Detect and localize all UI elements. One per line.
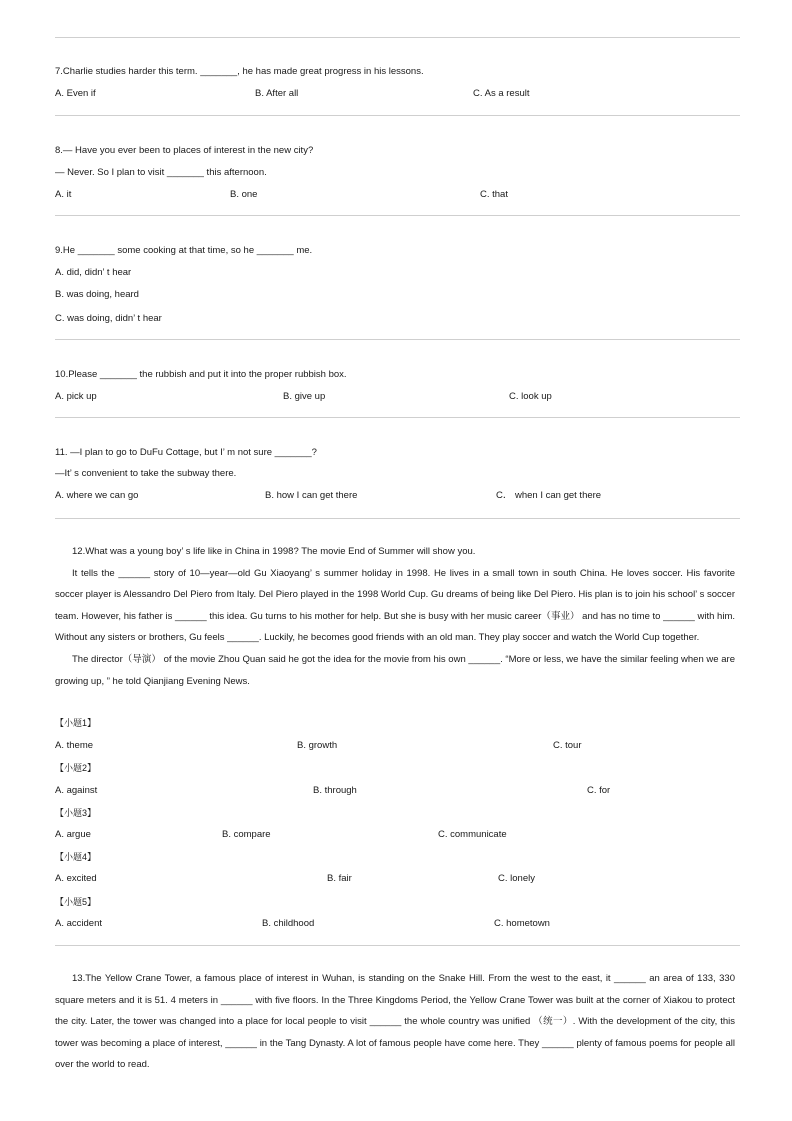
divider	[55, 945, 740, 946]
question-8-stem: 8.— Have you ever been to places of interest in the new city?	[55, 145, 314, 156]
divider	[55, 115, 740, 116]
question-9-option-c[interactable]: C. was doing, didn’ t hear	[55, 313, 162, 324]
sub-question-5-option-a[interactable]: A. accident	[55, 918, 102, 929]
passage-paragraph	[55, 563, 735, 649]
sub-question-4-option-c[interactable]: C. lonely	[498, 873, 535, 884]
sub-question-4-label: 【小题4】	[55, 852, 97, 862]
passage-paragraph	[55, 541, 735, 563]
question-12-passage	[55, 541, 735, 692]
question-7-option-b[interactable]: B. After all	[255, 88, 299, 99]
sub-question-3-option-a[interactable]: A. argue	[55, 829, 91, 840]
passage-body: It tells the ______ story of 10—year—old Gu Xiaoyang’ s summer holiday in 1998. He lives in a small town in south China. He loves soccer. His favorite soccer player is Alessandro Del Piero from Italy. Del Piero played in the 1998 World Cup. Gu dreams of being like Del Piero. His plan is to join his school’ s soccer team. However, his father is ______ this idea. Gu turns to his mother for help. But she is busy with her music career（事业） and has no time to ______ with him. Without any sisters or brothers, Gu feels ______. Luckily, he becomes good friends with an old man. They play soccer and watch the World Cup together.	[55, 567, 735, 644]
sub-question-4-option-b[interactable]: B. fair	[327, 873, 352, 884]
question-7-option-a[interactable]: A. Even if	[55, 88, 96, 99]
sub-question-2-label: 【小题2】	[55, 763, 97, 773]
question-13-passage	[55, 968, 735, 1076]
sub-question-5-option-b[interactable]: B. childhood	[262, 918, 315, 929]
question-11-option-c[interactable]: C． when I can get there	[496, 490, 602, 501]
sub-question-3-option-c[interactable]: C. communicate	[438, 829, 507, 840]
question-10-option-a[interactable]: A. pick up	[55, 391, 97, 402]
sub-question-4-option-a[interactable]: A. excited	[55, 873, 97, 884]
sub-question-2-option-b[interactable]: B. through	[313, 785, 357, 796]
question-8-option-c[interactable]: C. that	[480, 189, 508, 200]
divider	[55, 339, 740, 340]
sub-question-5-label: 【小题5】	[55, 897, 97, 907]
passage-paragraph	[55, 649, 735, 692]
question-8-option-b[interactable]: B. one	[230, 189, 258, 200]
question-9-stem: 9.He _______ some cooking at that time, so he _______ me.	[55, 245, 313, 256]
sub-question-3-label: 【小题3】	[55, 808, 97, 818]
question-11-stem: 11. —I plan to go to DuFu Cottage, but I’ m not sure _______?	[55, 447, 317, 458]
divider	[55, 518, 740, 519]
divider	[55, 417, 740, 418]
passage-closing: The director（导演） of the movie Zhou Quan said he got the idea for the movie from his own ______. “More or less, we have the similar feeling when we are growing up, ” he told Qianjiang Evening News.	[55, 653, 735, 687]
sub-question-3-option-b[interactable]: B. compare	[222, 829, 271, 840]
sub-question-2-option-c[interactable]: C. for	[587, 785, 611, 796]
question-13-text: 13.The Yellow Crane Tower, a famous place of interest in Wuhan, is standing on the Snake Hill. From the west to the east, it ______ an area of 133, 330 square meters and it is 51. 4 meters in ______ with five floors. In the Three Kingdoms Period, the Yellow Crane Tower was built at the corner of Xiakou to protect the city. Later, the tower was changed into a place for local people to visit ______ the whole country was unified （统一）. With the development of the city, this tower was becoming a place of interest, ______ in the Tang Dynasty. A lot of famous people have come here. They ______ plenty of famous poems for people all over the world to read.	[55, 973, 735, 1071]
sub-question-1-option-b[interactable]: B. growth	[297, 740, 338, 751]
sub-question-1-option-a[interactable]: A. theme	[55, 740, 94, 751]
sub-question-2-option-a[interactable]: A. against	[55, 785, 98, 796]
question-8-option-a[interactable]: A. it	[55, 189, 72, 200]
question-7-stem: 7.Charlie studies harder this term. _______, he has made great progress in his lessons.	[55, 66, 424, 77]
question-11-reply: —It’ s convenient to take the subway there.	[55, 468, 237, 479]
question-11-option-b[interactable]: B. how I can get there	[265, 490, 358, 501]
question-7-option-c[interactable]: C. As a result	[473, 88, 530, 99]
question-10-option-b[interactable]: B. give up	[283, 391, 326, 402]
question-11-option-a[interactable]: A. where we can go	[55, 490, 139, 501]
question-10-option-c[interactable]: C. look up	[509, 391, 552, 402]
question-10-stem: 10.Please _______ the rubbish and put it into the proper rubbish box.	[55, 369, 347, 380]
question-8-reply: — Never. So I plan to visit _______ this afternoon.	[55, 167, 267, 178]
question-9-option-a[interactable]: A. did, didn’ t hear	[55, 267, 132, 278]
passage-intro: 12.What was a young boy’ s life like in China in 1998? The movie End of Summer will show you.	[72, 546, 476, 557]
sub-question-1-label: 【小题1】	[55, 718, 97, 728]
sub-question-1-option-c[interactable]: C. tour	[553, 740, 582, 751]
question-9-option-b[interactable]: B. was doing, heard	[55, 289, 139, 300]
sub-question-5-option-c[interactable]: C. hometown	[494, 918, 550, 929]
divider	[55, 37, 740, 38]
divider	[55, 215, 740, 216]
